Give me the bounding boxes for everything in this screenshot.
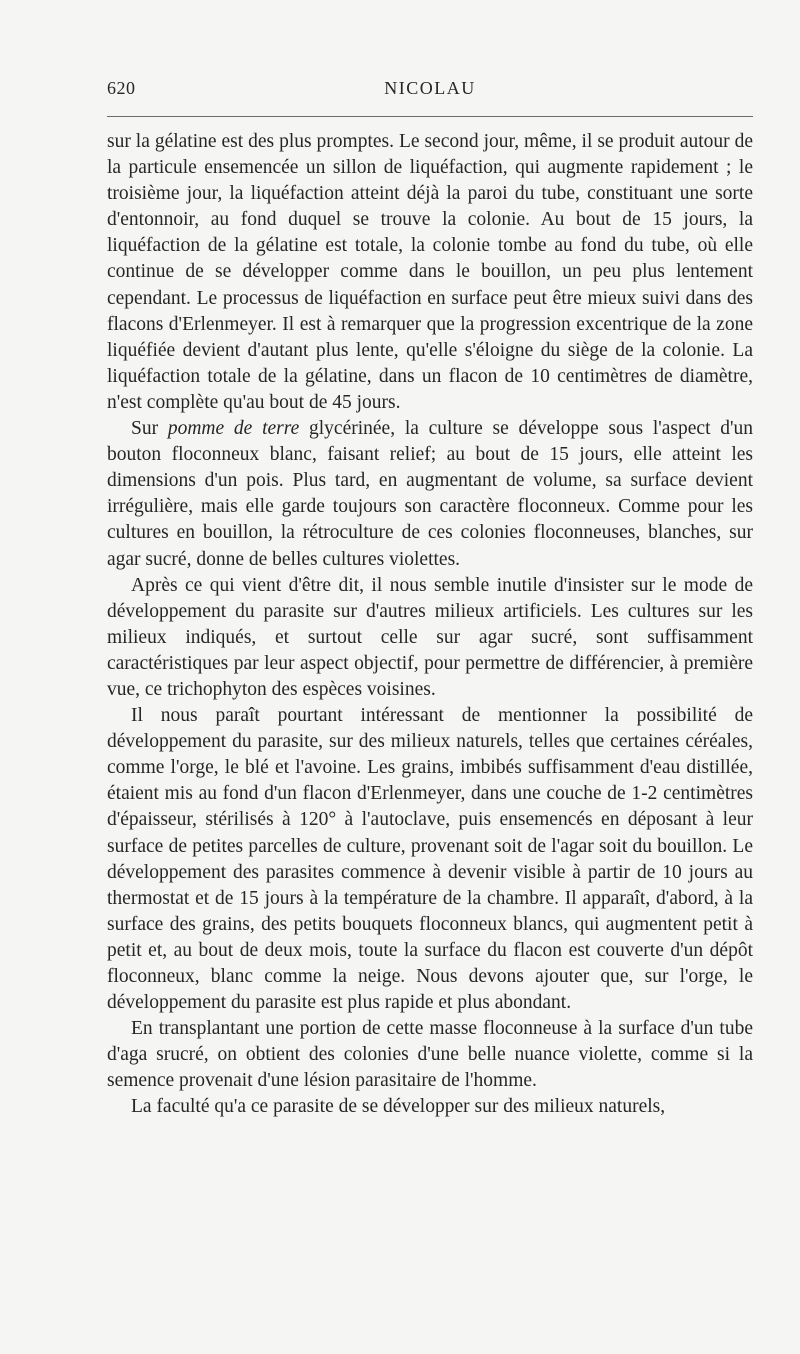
paragraph-pomme-de-terre [107,416,753,573]
running-head: NICOLAU [384,78,476,98]
header-rule [107,116,753,117]
paragraph-text: glycérinée, la culture se développe sous l'aspect d'un bouton floconneux blanc, faisant relief; au bout de 15 jours, elle atteint les dimensions d'un pois. Plus tard, en augmentant de volume, sa surface devient irrégulière, mais elle garde toujours son caractère floconneux. Comme pour les cultures en bouillon, la rétroculture de ces colonies floconneuses, blanches, sur agar sucré, donne de belles cultures violettes. [107,418,753,570]
paragraph-gelatine-liquefaction: sur la gélatine est des plus promptes. Le second jour, même, il se produit autour de la particule ensemencée un sillon de liquéfaction, qui augmente rapidement ; le troisième jour, la liquéfaction atteint déjà la paroi du tube, constituant une sorte d'entonnoir, au fond duquel se trouve la colonie. Au bout de 15 jours, la liquéfaction de la gélatine est totale, la colonie tombe au fond du tube, où elle continue de se développer comme dans le bouillon, un peu plus lentement cependant. Le processus de liquéfaction en surface peut être mieux suivi dans des flacons d'Erlenmeyer. Il est à remarquer que la progression excentrique de la zone liquéfiée devient d'autant plus lente, qu'elle s'éloigne du siège de la colonie. La liquéfaction totale de la gélatine, dans un flacon de 10 centimètres de diamètre, n'est complète qu'au bout de 45 jours. [107,131,753,413]
paragraph-prefix: Sur [131,418,168,440]
page-number: 620 [107,78,136,98]
paragraph-transplantation: En transplantant une portion de cette masse floconneuse à la surface d'un tube d'aga srucré, on obtient des colonies d'une belle nuance violette, comme si la semence provenait d'une lésion parasitaire de l'homme. [107,1018,753,1092]
paragraph-milieux-artificiels: Après ce qui vient d'être dit, il nous semble inutile d'insister sur le mode de développement du parasite sur d'autres milieux artificiels. Les cultures sur les milieux indiqués, et surtout celle sur agar sucré, sont suffisamment caractéristiques par leur aspect objectif, pour permettre de différencier, à première vue, ce trichophyton des espèces voisines. [107,574,753,700]
paragraph-faculte: La faculté qu'a ce parasite de se développer sur des milieux naturels, [131,1096,666,1118]
italic-term: pomme de terre [167,418,300,440]
body-text [107,129,753,1121]
book-page [107,72,753,1121]
paragraph-milieux-naturels: Il nous paraît pourtant intéressant de mentionner la possibilité de développement du parasite, sur des milieux naturels, telles que certaines céréales, comme l'orge, le blé et l'avoine. Les grains, imbibés suffisamment d'eau distillée, étaient mis au fond d'un flacon d'Erlenmeyer, dans une couche de 1-2 centimètres d'épaisseur, stérilisés à 120° à l'autoclave, puis ensemencés en déposant à leur surface de petites parcelles de culture, provenant soit de l'agar soit du bouillon. Le développement des parasites commence à devenir visible à partir de 10 jours au thermostat et de 15 jours à la température de la chambre. Il apparaît, d'abord, à la surface des grains, des petits bouquets floconneux blancs, qui augmentent petit à petit et, au bout de deux mois, toute la surface du flacon est couverte d'un dépôt floconneux, blanc comme la neige. Nous devons ajouter que, sur l'orge, le développement du parasite est plus rapide et plus abondant. [107,705,753,1014]
page-header [107,72,753,102]
